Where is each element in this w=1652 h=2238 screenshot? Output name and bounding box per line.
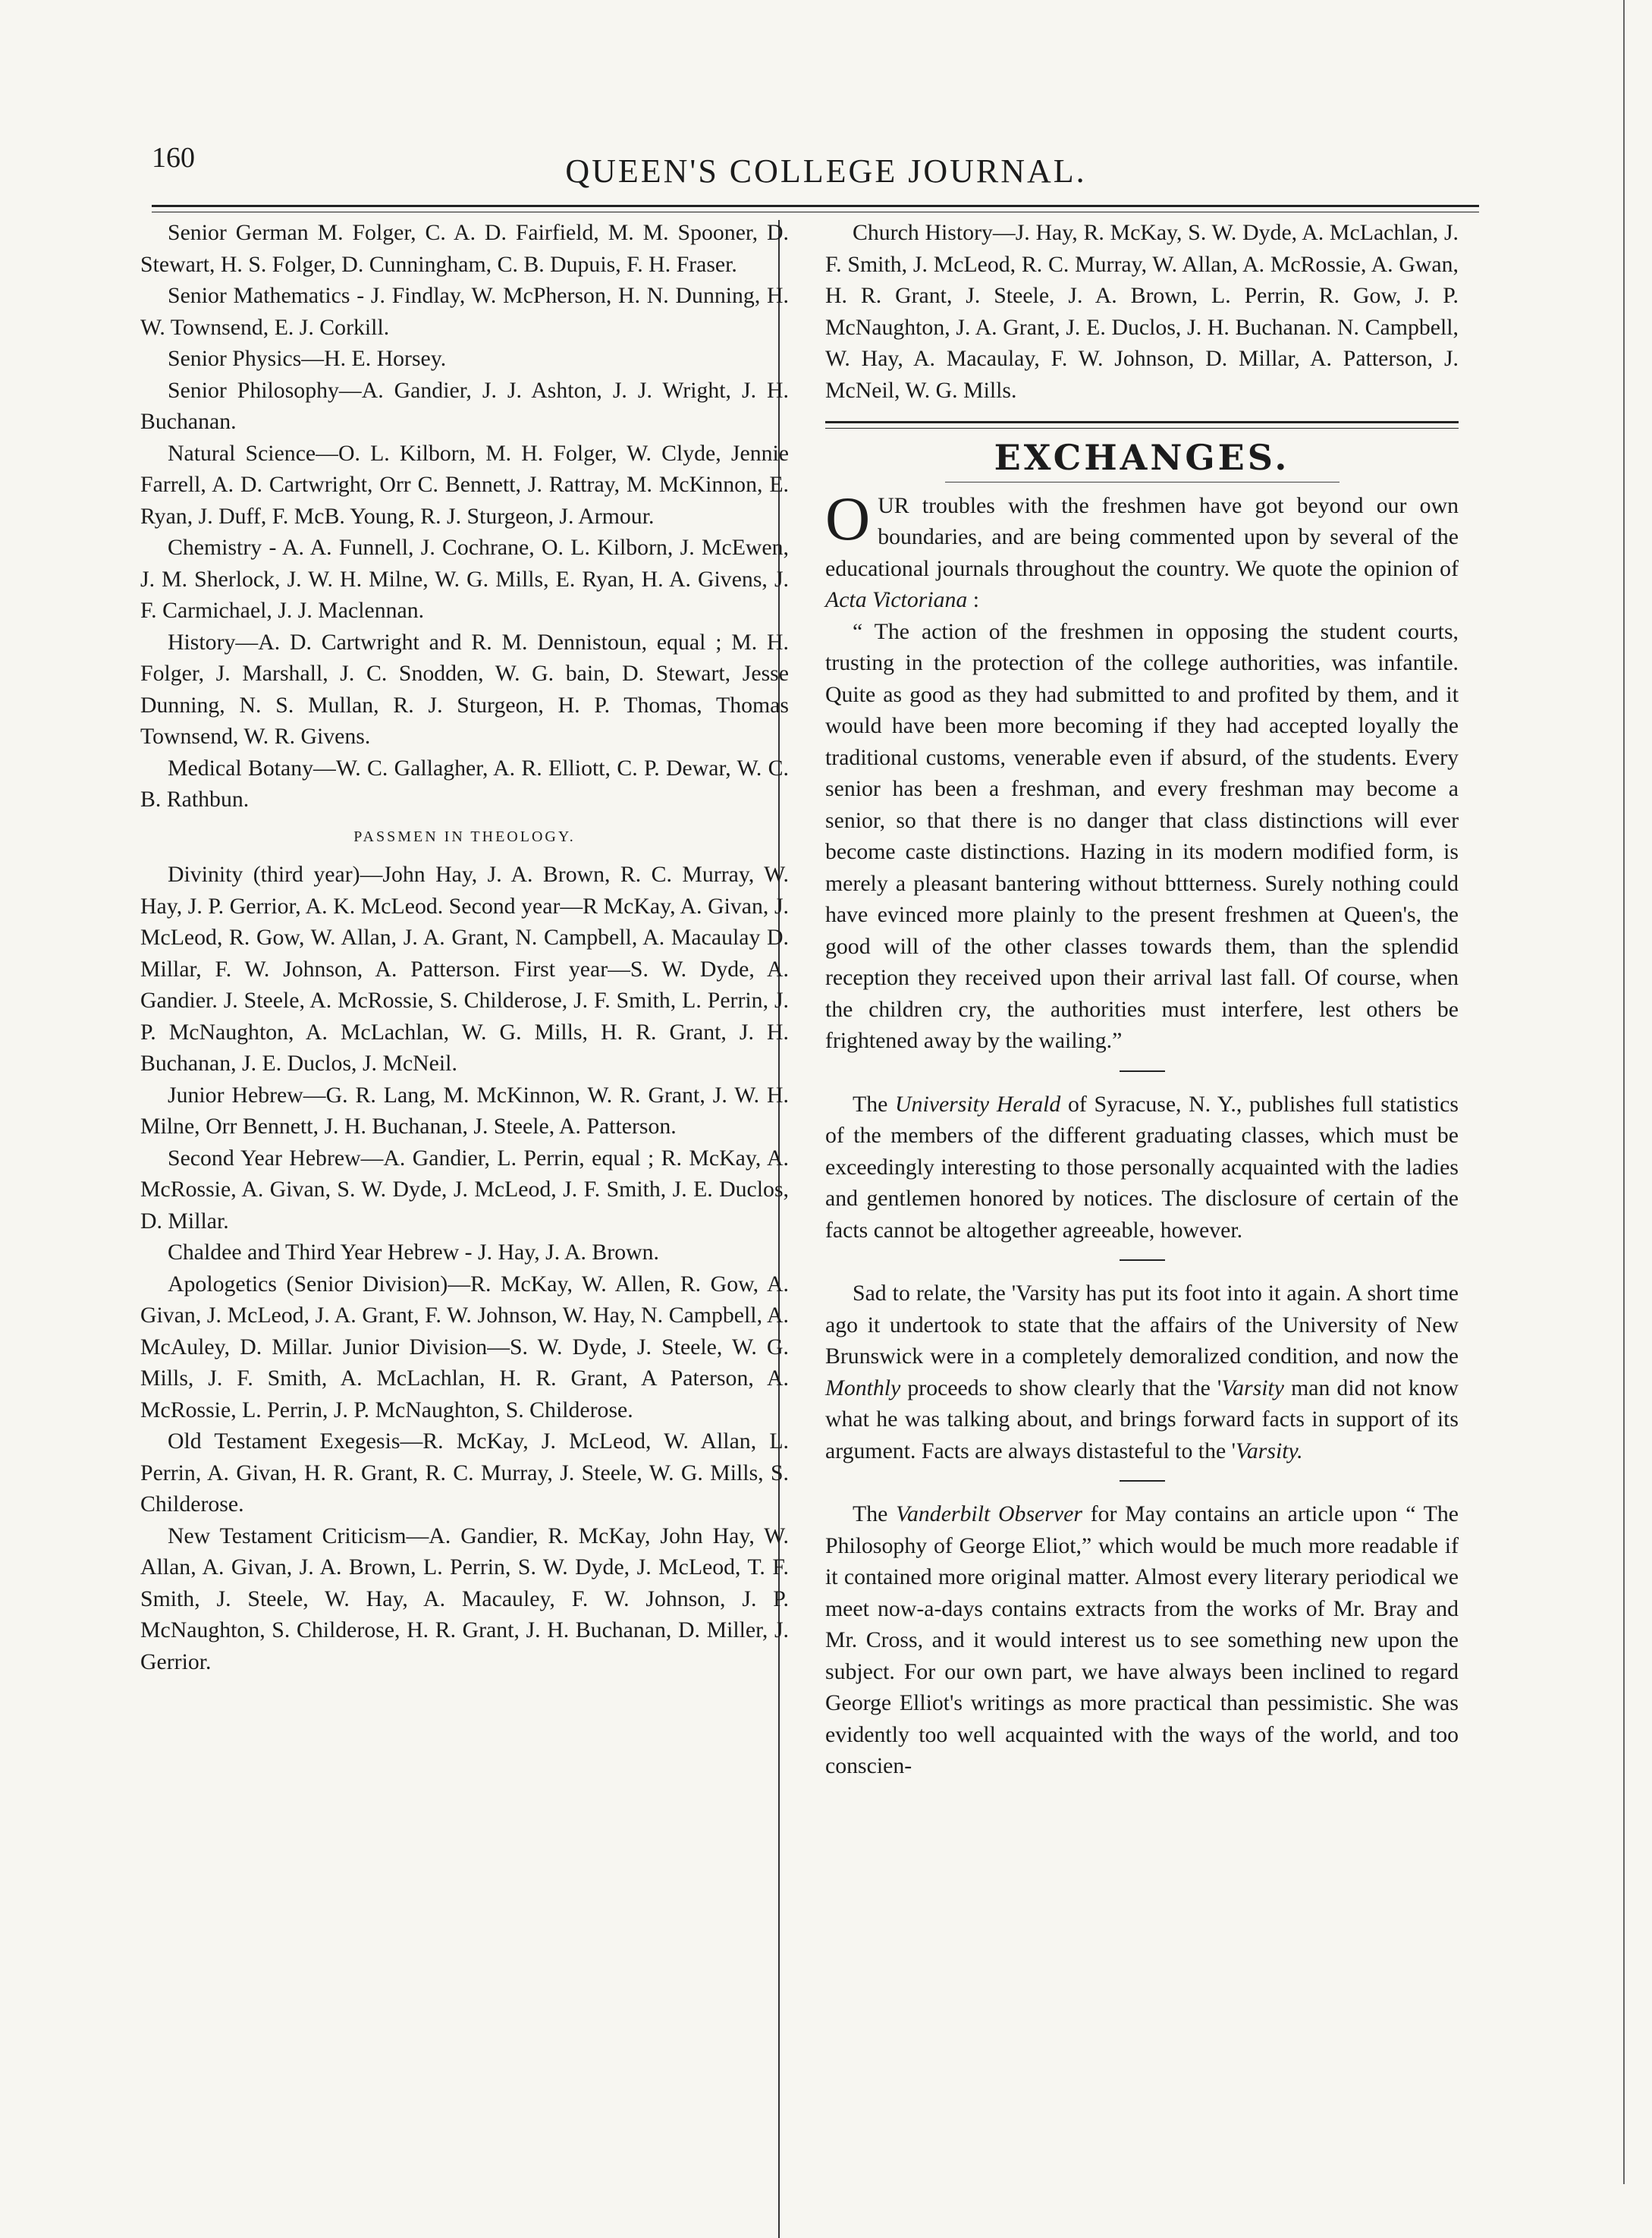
margin-line [1623, 0, 1625, 2184]
intro-text: UR troubles with the freshmen have got beyond our own boundaries, and are being commented upon by several of the educational journals throughout the country. We quote the opinion of [825, 492, 1459, 581]
university-herald-paragraph [825, 1089, 1459, 1246]
varsity-c: man did not know what he was talking about, and brings forward facts in support of its argument. Facts are always distasteful to the ' [825, 1375, 1459, 1463]
junior-hebrew: Junior Hebrew—G. R. Lang, M. McKinnon, W. R. Grant, J. W. H. Milne, Orr Bennett, J. H. Buchanan, J. Steele, A. Patterson. [140, 1082, 789, 1139]
page-number: 160 [152, 142, 195, 174]
separator-rule [1120, 1259, 1165, 1261]
running-head: QUEEN'S COLLEGE JOURNAL. [565, 152, 1087, 190]
old-testament-exegesis: Old Testament Exegesis—R. McKay, J. McLeod, W. Allan, L. Perrin, A. Givan, H. R. Grant, R. C. Murray, J. Steele, W. G. Mills, S. Childerose. [140, 1429, 789, 1517]
chaldee-hebrew: Chaldee and Third Year Hebrew - J. Hay, J. A. Brown. [168, 1240, 659, 1265]
drop-cap: O [825, 483, 871, 553]
acta-victoriana: Acta Victoriana [825, 587, 968, 612]
second-year-hebrew: Second Year Hebrew—A. Gandier, L. Perrin, equal ; R. McKay, A. McRossie, A. Givan, S. W. Dyde, J. McLeod, J. F. Smith, J. E. Duclos, D. Millar. [140, 1145, 789, 1234]
vanderbilt-post: for May contains an article upon “ The Philosophy of George Eliot,” which would be much more readable if it contained more original matter. Almost every literary periodical we meet now-a-days contains extracts from the works of Mr. Bray and Mr. Cross, and it would interest us to see something new upon the subject. For our own part, we have always been inclined to regard George Elliot's writings as more practical than pessimistic. She was evidently too well acquainted with the ways of the world, and too conscien- [825, 1501, 1459, 1778]
varsity-b: proceeds to show clearly that the ' [900, 1375, 1222, 1400]
senior-mathematics: Senior Mathematics - J. Findlay, W. McPherson, H. N. Dunning, H. W. Townsend, E. J. Corkill. [140, 283, 789, 340]
acta-quote: “ The action of the freshmen in opposing the student courts, trusting in the protection of the college authorities, was infantile. Quite as good as they had submitted to and profited by them, and it would have been more becoming if they had accepted loyally the traditional customs, venerable even if absurd, of the students. Every senior has been a freshman, and every freshman may become a senior, so that there is no danger that class distinctions will ever become caste distinctions. Hazing in its modern modified form, is merely a pleasant bantering without bttterness. Surely nothing could have evinced more plainly to the present freshmen at Queen's, the good will of the other classes towards them, than the splendid reception they received upon their arrival last fall. Of course, when the children cry, the authorities must interfere, lest others be frightened away by the wailing.” [825, 618, 1459, 1053]
intro-colon: : [967, 587, 980, 612]
exchanges-intro [825, 483, 1459, 616]
new-testament-criticism: New Testament Criticism—A. Gandier, R. McKay, John Hay, W. Allan, A. Givan, J. A. Brown, L. Perrin, S. W. Dyde, J. McLeod, T. F. Smith, J. Steele, W. Hay, A. Macauley, F. W. Johnson, J. P. McNaughton, S. Childerose, H. R. Grant, J. H. Buchanan, D. Miller, J. Gerrior. [140, 1523, 789, 1674]
vanderbilt-pre: The [853, 1501, 897, 1526]
vanderbilt-name: Vanderbilt Observer [896, 1501, 1082, 1526]
medical-botany: Medical Botany—W. C. Gallagher, A. R. Elliott, C. P. Dewar, W. C. B. Rathbun. [140, 755, 789, 812]
vanderbilt-paragraph [825, 1498, 1459, 1782]
herald-post: of Syracuse, N. Y., publishes full statistics of the members of the different graduating classes, which must be exceedingly interesting to those personally acquainted with the ladies and gentlemen honored by notices. The disclosure of certain of the facts cannot be altogether agreeable, however. [825, 1091, 1459, 1243]
natural-science: Natural Science—O. L. Kilborn, M. H. Folger, W. Clyde, Jennie Farrell, A. D. Cartwright, Orr C. Bennett, J. Rattray, M. McKinnon, E. Ryan, J. Duff, F. McB. Young, R. J. Sturgeon, J. Armour. [140, 440, 789, 529]
senior-philosophy: Senior Philosophy—A. Gandier, J. J. Ashton, J. J. Wright, J. H. Buchanan. [140, 377, 789, 434]
separator-rule [1120, 1070, 1165, 1072]
varsity-name-end: Varsity. [1236, 1438, 1303, 1463]
chemistry: Chemistry - A. A. Funnell, J. Cochrane, O. L. Kilborn, J. McEwen, J. M. Sherlock, J. W. H. Milne, W. G. Mills, E. Ryan, H. A. Givens, J. F. Carmichael, J. J. Maclennan. [140, 535, 789, 623]
herald-pre: The [853, 1091, 896, 1117]
left-column [140, 217, 789, 1677]
separator-rule [1120, 1480, 1165, 1482]
varsity-paragraph [825, 1278, 1459, 1466]
apologetics: Apologetics (Senior Division)—R. McKay, W. Allen, R. Gow, A. Givan, J. McLeod, J. A. Grant, F. W. Johnson, W. Hay, N. Campbell, A. McAuley, D. Millar. Junior Division—S. W. Dyde, J. Steele, W. G. Mills, J. F. Smith, A. McLachlan, H. R. Grant, A Paterson, A. McRossie, L. Perrin, J. P. McNaughton, S. Childerose. [140, 1271, 789, 1422]
theology-subheading: PASSMEN IN THEOLOGY. [353, 828, 576, 845]
history: History—A. D. Cartwright and R. M. Dennistoun, equal ; M. H. Folger, J. Marshall, J. C. Snodden, W. G. bain, D. Stewart, Jesse Dunning, N. S. Mullan, R. J. Sturgeon, H. P. Thomas, Thomas Townsend, W. R. Givens. [140, 629, 789, 749]
section-rule [825, 421, 1459, 429]
divinity: Divinity (third year)—John Hay, J. A. Brown, R. C. Murray, W. Hay, J. P. Gerrior, A. K. McLeod. Second year—R McKay, A. Givan, J. McLeod, R. Gow, W. Allan, J. A. Grant, N. Campbell, A. Macaulay D. Millar, F. W. Johnson, A. Patterson. First year—S. W. Dyde, A. Gandier. J. Steele, A. McRossie, S. Childerose, J. F. Smith, L. Perrin, J. P. McNaughton, A. McLachlan, W. G. Mills, H. R. Grant, J. H. Buchanan, J. E. Duclos, J. McNeil. [140, 862, 789, 1076]
exchanges-title: EXCHANGES. [994, 437, 1290, 478]
herald-name: University Herald [895, 1091, 1061, 1117]
church-history: Church History—J. Hay, R. McKay, S. W. Dyde, A. McLachlan, J. F. Smith, J. McLeod, R. C. Murray, W. Allan, A. McRossie, A. Gwan, H. R. Grant, J. Steele, J. A. Brown, L. Perrin, R. Gow, J. P. McNaughton, J. A. Grant, J. E. Duclos, J. H. Buchanan. N. Campbell, W. Hay, A. Macaulay, F. W. Johnson, D. Millar, A. Patterson, J. McNeil, W. G. Mills. [825, 220, 1459, 403]
varsity-name: Varsity [1221, 1375, 1285, 1400]
monthly-name: Monthly [825, 1375, 901, 1400]
right-column [825, 217, 1459, 1782]
header-rule [152, 205, 1479, 207]
senior-german: Senior German M. Folger, C. A. D. Fairfield, M. M. Spooner, D. Stewart, H. S. Folger, D. Cunningham, C. B. Dupuis, F. H. Fraser. [140, 220, 789, 277]
senior-physics: Senior Physics—H. E. Horsey. [168, 346, 447, 371]
varsity-a: Sad to relate, the 'Varsity has put its foot into it again. A short time ago it undertook to state that the affairs of the University of New Brunswick were in a completely demoralized condition, and now the [825, 1281, 1459, 1369]
